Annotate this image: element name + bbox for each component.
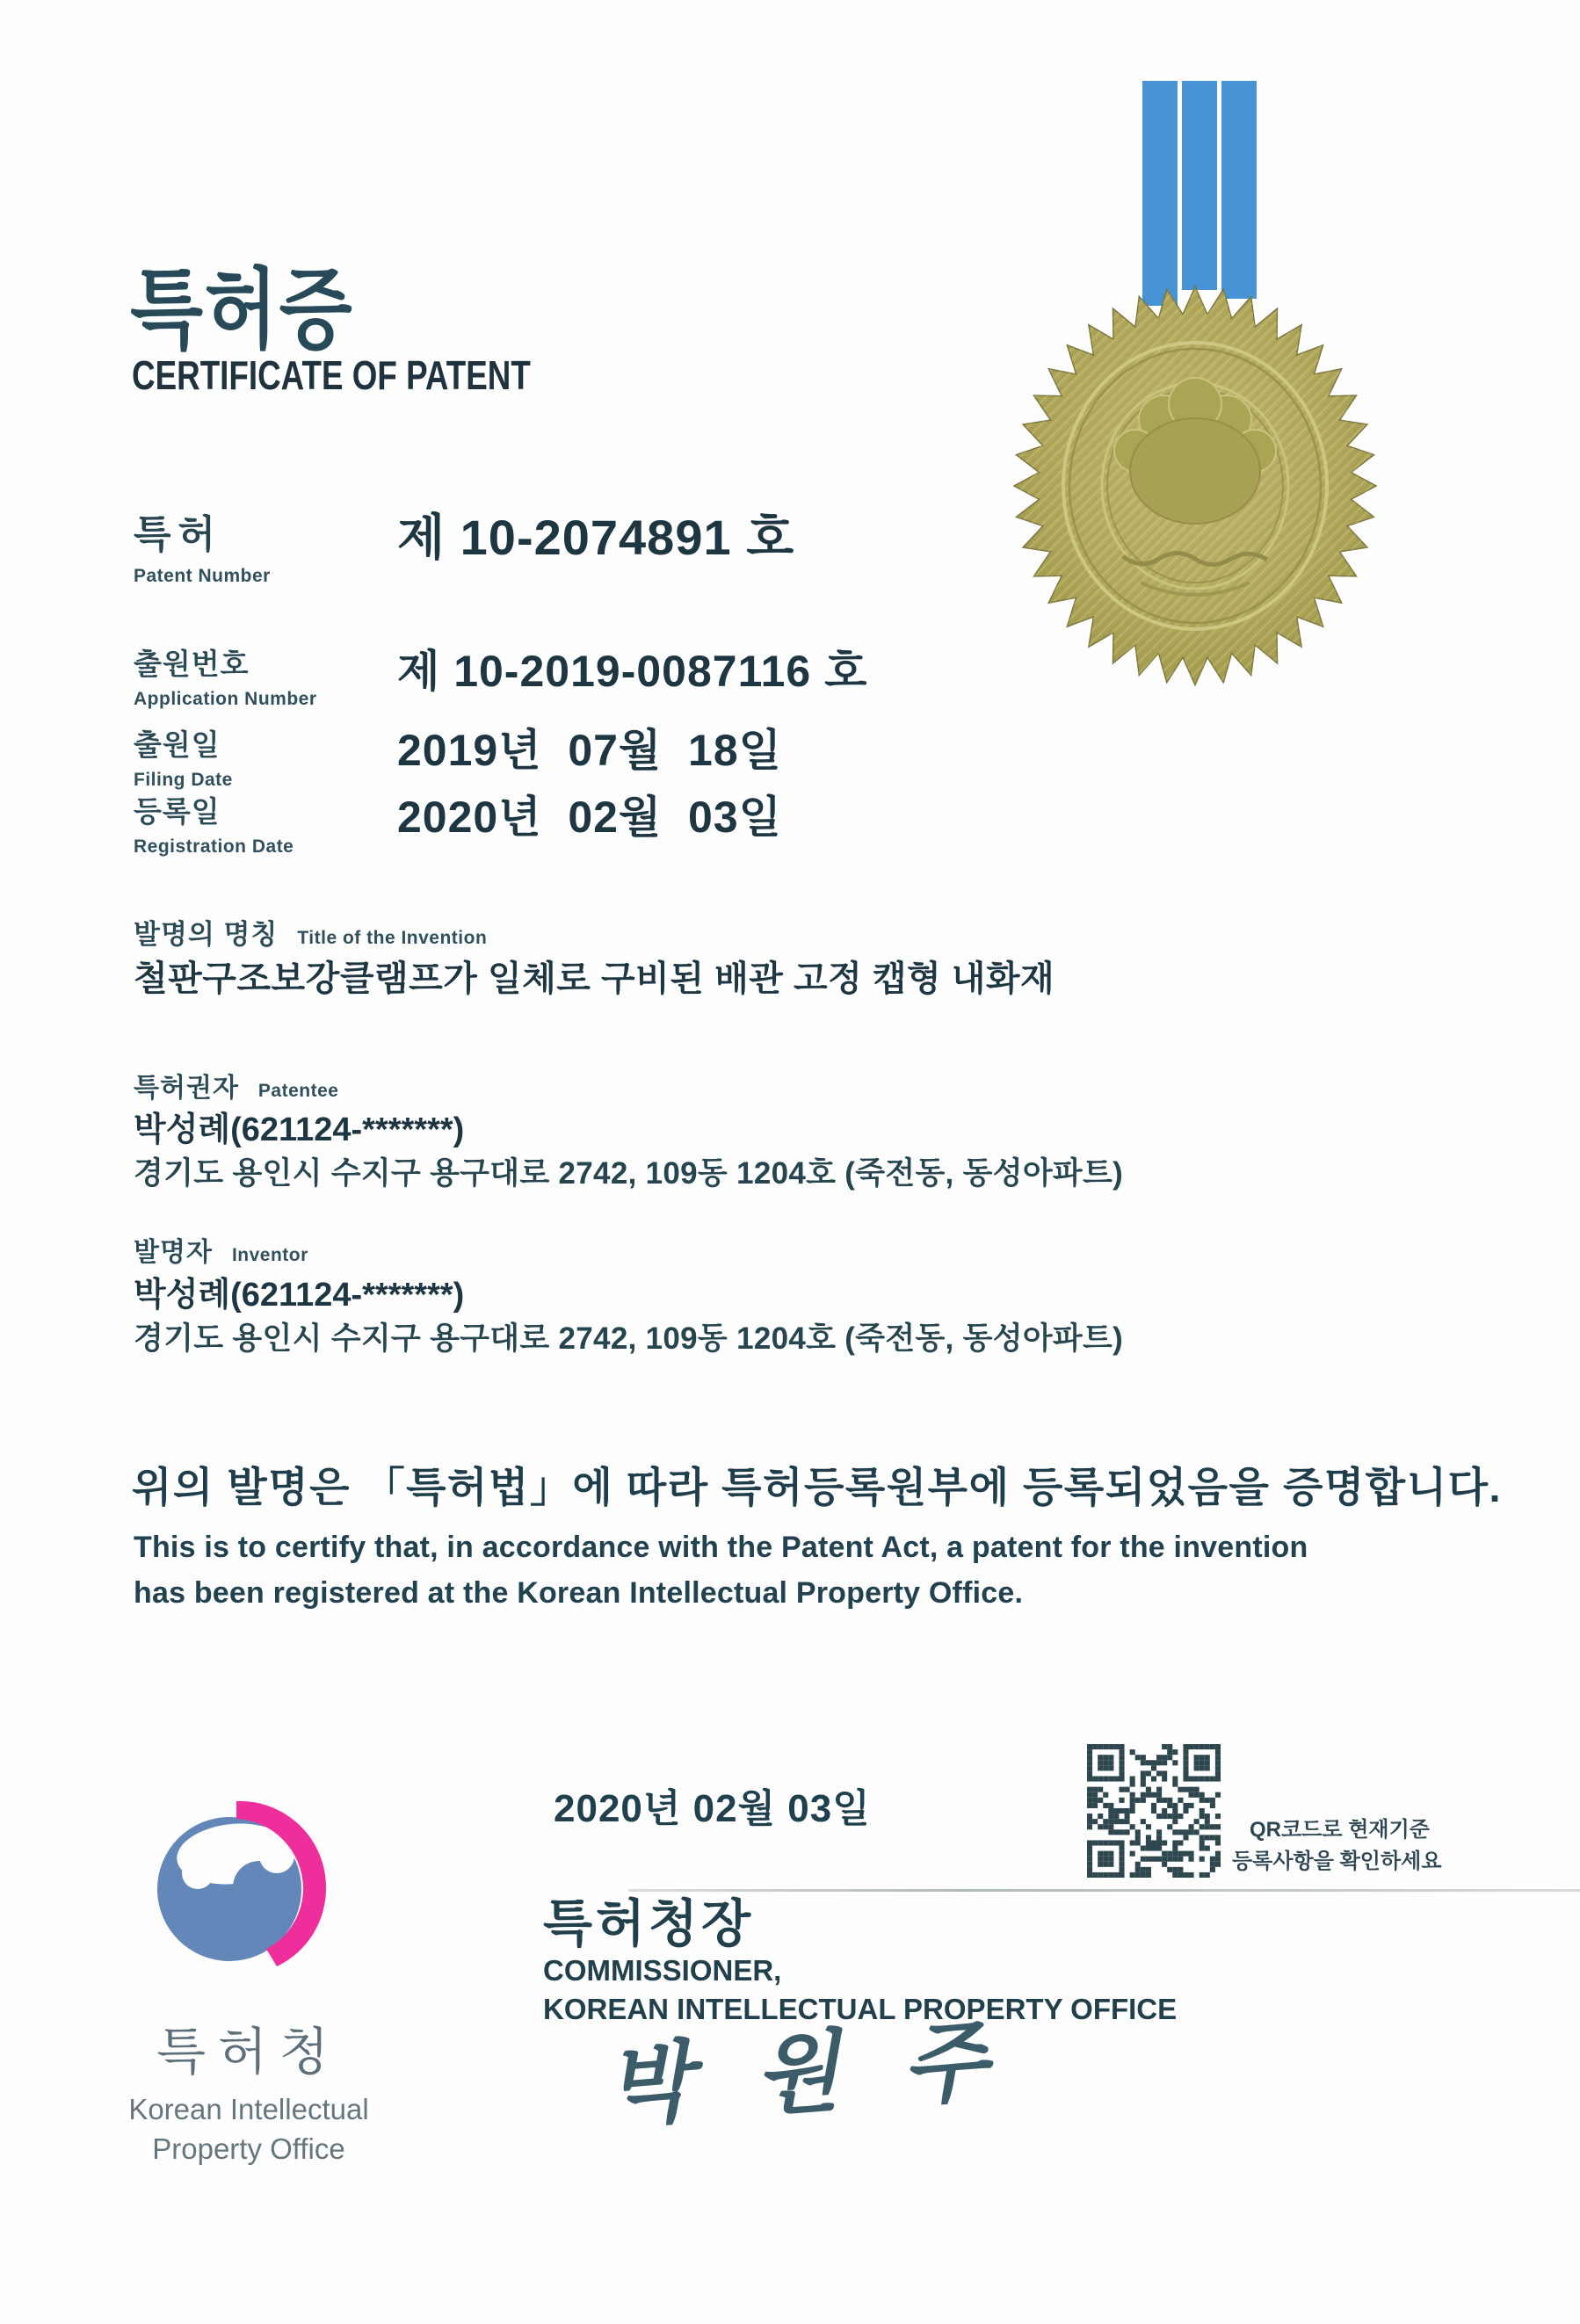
patentee-address: 경기도 용인시 수지구 용구대로 2742, 109동 1204호 (죽전동, 동성아파트) bbox=[134, 1156, 1124, 1191]
registration-date-label-english: Registration Date bbox=[134, 836, 294, 857]
qr-caption-line2: 등록사항을 확인하세요 bbox=[1232, 1850, 1442, 1873]
qr-caption-line1: QR코드로 현재기준 bbox=[1250, 1818, 1430, 1842]
kipo-name-english-line1: Korean Intellectual bbox=[128, 2093, 369, 2125]
application-number-value: 제 10-2019-0087116 호 bbox=[397, 647, 868, 696]
patent-number-label-korean: 특허 bbox=[134, 513, 223, 556]
patentee-label-english: Patentee bbox=[257, 1081, 339, 1101]
commissioner-signature: 박 원 주 bbox=[603, 2010, 1010, 2137]
registration-date-value: 2020년 02월 03일 bbox=[397, 793, 782, 842]
issue-date: 2020년 02월 03일 bbox=[554, 1787, 871, 1830]
qr-code-icon bbox=[1087, 1744, 1221, 1878]
commissioner-title-english-line1: COMMISSIONER, bbox=[543, 1954, 782, 1987]
certificate-title-english: CERTIFICATE OF PATENT bbox=[132, 352, 531, 398]
award-ribbon-icon bbox=[1142, 81, 1257, 306]
inventor-label bbox=[134, 1230, 308, 1269]
certificate-title-korean: 특허증 bbox=[130, 261, 354, 359]
filing-date-value: 2019년 07월 18일 bbox=[397, 726, 782, 775]
patentee-label bbox=[134, 1066, 338, 1104]
application-number-label-korean: 출원번호 bbox=[134, 648, 250, 680]
certification-statement-korean: 위의 발명은 「특허법」에 따라 특허등록원부에 등록되었음을 증명합니다. bbox=[132, 1464, 1503, 1510]
invention-title-value: 철판구조보강클램프가 일체로 구비된 배관 고정 캡형 내화재 bbox=[134, 959, 1055, 998]
inventor-name: 박성례(621124-*******) bbox=[134, 1277, 465, 1314]
kipo-name-korean: 특허청 bbox=[156, 2024, 342, 2081]
patentee-label-korean: 특허권자 bbox=[134, 1074, 239, 1103]
patent-number-value: 제 10-2074891 호 bbox=[397, 510, 795, 565]
scan-artifact-line bbox=[628, 1889, 1580, 1892]
invention-title-label-korean: 발명의 명칭 bbox=[134, 919, 279, 950]
registration-date-label-korean: 등록일 bbox=[134, 795, 221, 828]
filing-date-label-english: Filing Date bbox=[134, 770, 233, 790]
filing-date-label-korean: 출원일 bbox=[134, 728, 221, 761]
gold-seal-medal-icon bbox=[991, 77, 1404, 692]
invention-title-label bbox=[134, 912, 487, 952]
kipo-logo-icon bbox=[152, 1799, 328, 1977]
inventor-address: 경기도 용인시 수지구 용구대로 2742, 109동 1204호 (죽전동, 동성아파트) bbox=[134, 1321, 1124, 1356]
patentee-name: 박성례(621124-*******) bbox=[134, 1111, 465, 1148]
inventor-label-korean: 발명자 bbox=[134, 1238, 213, 1267]
kipo-name-english-line2: Property Office bbox=[152, 2132, 345, 2165]
certification-statement-english-line1: This is to certify that, in accordance with the Patent Act, a patent for the invention bbox=[134, 1531, 1308, 1564]
commissioner-title-korean: 특허청장 bbox=[543, 1895, 755, 1952]
invention-title-label-english: Title of the Invention bbox=[297, 928, 488, 948]
patent-number-label-english: Patent Number bbox=[134, 566, 271, 586]
commissioner-title-english-line2: KOREAN INTELLECTUAL PROPERTY OFFICE bbox=[543, 1993, 1178, 2025]
application-number-label-english: Application Number bbox=[134, 689, 317, 709]
certification-statement-english-line2: has been registered at the Korean Intellectual Property Office. bbox=[134, 1576, 1024, 1610]
inventor-label-english: Inventor bbox=[231, 1245, 308, 1265]
